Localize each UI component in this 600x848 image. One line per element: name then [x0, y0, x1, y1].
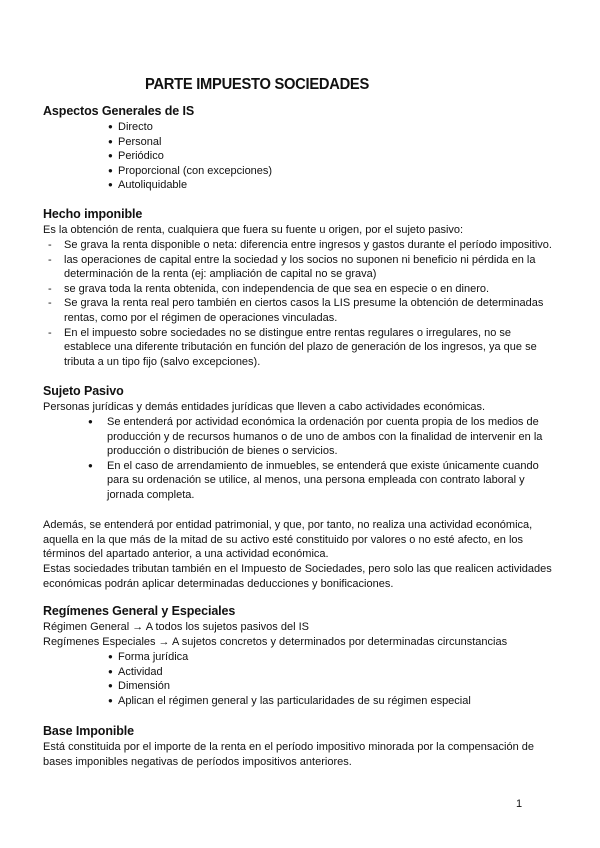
sujeto-paragraph-1: Además, se entenderá por entidad patrimonial, y que, por tanto, no realiza una actividad económica, aquella en la que más de la mitad de su activo esté constituido por valores o no esté afecto, en los términos del apartado anterior, a una actividad económica. — [43, 519, 533, 561]
heading-regimenes: Regímenes General y Especiales — [43, 604, 236, 618]
list-item: ● Personal — [108, 135, 272, 150]
heading-hecho: Hecho imponible — [43, 207, 143, 221]
list-item: ● En el caso de arrendamiento de inmuebles, se entenderá que existe únicamente cuando para su ordenación se utilice, al menos, una persona empleada con contrato laboral y jornada completa. — [86, 459, 552, 503]
list-item: ● Autoliquidable — [108, 178, 272, 193]
list-item: ● Actividad — [108, 665, 471, 680]
list-item: - En el impuesto sobre sociedades no se distingue entre rentas regulares o irregulares, no se establece una diferente tributación en función del plazo de generación de los ingresos, ya que se tributa a un tipo fijo (salvo excepciones). — [43, 326, 555, 370]
list-item: ● Se entenderá por actividad económica la ordenación por cuenta propia de los medios de producción y de recursos humanos o de uno de ambos con la finalidad de intervenir en la producción o distribución de bienes o servicios. — [86, 415, 552, 459]
regimen-general-line: Régimen General → A todos los sujetos pasivos del IS — [43, 621, 309, 633]
regimenes-especiales-line: Regímenes Especiales → A sujetos concretos y determinados por determinadas circunstancias — [43, 636, 508, 648]
heading-sujeto: Sujeto Pasivo — [43, 384, 124, 398]
heading-aspectos: Aspectos Generales de IS — [43, 104, 195, 118]
regimenes-list — [108, 650, 471, 708]
list-item: - Se grava la renta real pero también en ciertos casos la LIS presume la obtención de determinadas rentas, como por el régimen de operaciones vinculadas. — [43, 296, 555, 325]
list-item: ● Directo — [108, 120, 272, 135]
page-title: PARTE IMPUESTO SOCIEDADES — [145, 76, 370, 93]
sujeto-list — [86, 415, 552, 503]
list-item: - Se grava la renta disponible o neta: diferencia entre ingresos y gastos durante el período impositivo. — [43, 238, 555, 253]
list-item: ● Periódico — [108, 149, 272, 164]
aspectos-list — [108, 120, 272, 193]
list-item: ● Dimensión — [108, 679, 471, 694]
hecho-intro: Es la obtención de renta, cualquiera que fuera su fuente u origen, por el sujeto pasivo: — [43, 224, 464, 236]
list-item: ● Proporcional (con excepciones) — [108, 164, 272, 179]
sujeto-intro: Personas jurídicas y demás entidades jurídicas que lleven a cabo actividades económicas. — [43, 401, 486, 413]
list-item: - se grava toda la renta obtenida, con independencia de que sea en especie o en dinero. — [43, 282, 555, 297]
list-item: - las operaciones de capital entre la sociedad y los socios no suponen ni beneficio ni pérdida en la determinación de la renta (ej: ampliación de capital no se grava) — [43, 253, 555, 282]
sujeto-paragraph-2: Estas sociedades tributan también en el Impuesto de Sociedades, pero solo las que realicen actividades económicas podrán aplicar determinadas deducciones y bonificaciones. — [43, 563, 552, 590]
heading-base: Base Imponible — [43, 724, 134, 738]
list-item: ● Aplican el régimen general y las particularidades de su régimen especial — [108, 694, 471, 709]
hecho-list — [43, 238, 555, 369]
page-number: 1 — [516, 798, 523, 810]
list-item: ● Forma jurídica — [108, 650, 471, 665]
base-text: Está constituida por el importe de la renta en el período impositivo minorada por la compensación de bases imponibles negativas de períodos impositivos anteriores. — [43, 741, 534, 768]
